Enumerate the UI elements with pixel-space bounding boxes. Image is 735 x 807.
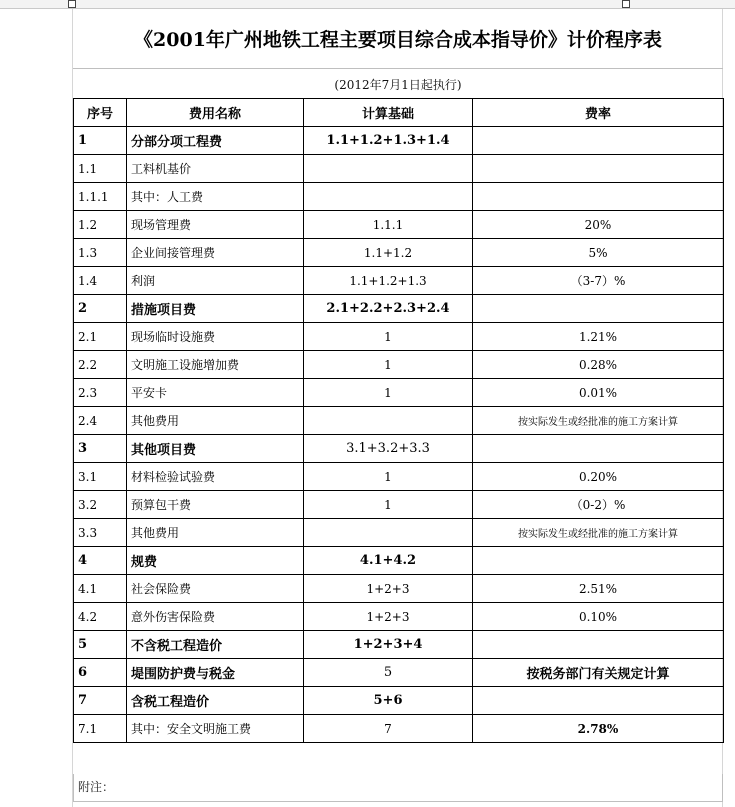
header-rate: 费率 <box>473 99 724 127</box>
cost-name-cell[interactable]: 其中：人工费 <box>127 183 304 211</box>
ruler-bar <box>0 0 735 9</box>
rate-cell[interactable]: 0.01% <box>473 379 724 407</box>
rate-cell[interactable]: 按实际发生或经批准的施工方案计算 <box>473 407 724 435</box>
notes-row[interactable] <box>73 774 723 802</box>
calc-basis-cell[interactable]: 1 <box>304 351 473 379</box>
calc-basis-cell[interactable]: 1 <box>304 379 473 407</box>
rate-cell[interactable]: 20% <box>473 211 724 239</box>
row-number-cell[interactable]: 2.2 <box>74 351 127 379</box>
table-body <box>74 127 724 743</box>
table-header-row <box>74 99 724 127</box>
rate-cell[interactable] <box>473 155 724 183</box>
rate-cell[interactable]: 2.78% <box>473 715 724 743</box>
rate-cell[interactable]: （3-7）% <box>473 267 724 295</box>
rate-cell[interactable]: 0.28% <box>473 351 724 379</box>
header-name: 费用名称 <box>127 99 304 127</box>
row-number-cell[interactable]: 2 <box>74 295 127 323</box>
cost-name-cell[interactable]: 社会保险费 <box>127 575 304 603</box>
row-number-cell[interactable]: 6 <box>74 659 127 687</box>
table-row <box>74 547 724 575</box>
table-row <box>74 351 724 379</box>
cost-name-cell[interactable]: 预算包干费 <box>127 491 304 519</box>
cost-name-cell[interactable]: 堤围防护费与税金 <box>127 659 304 687</box>
row-number-cell[interactable]: 5 <box>74 631 127 659</box>
cost-name-cell[interactable]: 不含税工程造价 <box>127 631 304 659</box>
row-number-cell[interactable]: 2.4 <box>74 407 127 435</box>
rate-cell[interactable]: 1.21% <box>473 323 724 351</box>
cost-name-cell[interactable]: 含税工程造价 <box>127 687 304 715</box>
row-number-cell[interactable]: 7 <box>74 687 127 715</box>
table-row <box>74 603 724 631</box>
calc-basis-cell[interactable]: 3.1+3.2+3.3 <box>304 435 473 463</box>
rate-cell[interactable]: 5% <box>473 239 724 267</box>
row-number-cell[interactable]: 2.1 <box>74 323 127 351</box>
rate-cell[interactable] <box>473 631 724 659</box>
cost-name-cell[interactable]: 现场管理费 <box>127 211 304 239</box>
calc-basis-cell[interactable]: 5+6 <box>304 687 473 715</box>
row-number-cell[interactable]: 3.3 <box>74 519 127 547</box>
calc-basis-cell[interactable]: 1 <box>304 463 473 491</box>
rate-cell[interactable] <box>473 687 724 715</box>
row-number-cell[interactable]: 1.1 <box>74 155 127 183</box>
calc-basis-cell[interactable] <box>304 155 473 183</box>
table-row <box>74 379 724 407</box>
calc-basis-cell[interactable]: 1.1.1 <box>304 211 473 239</box>
table-row <box>74 127 724 155</box>
table-row <box>74 183 724 211</box>
table-row <box>74 407 724 435</box>
calc-basis-cell[interactable]: 2.1+2.2+2.3+2.4 <box>304 295 473 323</box>
calc-basis-cell[interactable]: 1+2+3+4 <box>304 631 473 659</box>
cost-name-cell[interactable]: 其他项目费 <box>127 435 304 463</box>
calc-basis-cell[interactable]: 1.1+1.2+1.3+1.4 <box>304 127 473 155</box>
cost-name-cell[interactable]: 材料检验试验费 <box>127 463 304 491</box>
table-row <box>74 239 724 267</box>
row-number-cell[interactable]: 3.1 <box>74 463 127 491</box>
table-row <box>74 575 724 603</box>
calc-basis-cell[interactable] <box>304 519 473 547</box>
rate-cell[interactable] <box>473 547 724 575</box>
cost-name-cell[interactable]: 措施项目费 <box>127 295 304 323</box>
calc-basis-cell[interactable]: 4.1+4.2 <box>304 547 473 575</box>
document-subtitle: (2012年7月1日起执行) <box>334 77 462 92</box>
title-divider <box>73 68 723 69</box>
calc-basis-cell[interactable]: 7 <box>304 715 473 743</box>
table-row <box>74 155 724 183</box>
calc-basis-cell[interactable]: 1.1+1.2+1.3 <box>304 267 473 295</box>
cost-name-cell[interactable]: 企业间接管理费 <box>127 239 304 267</box>
calc-basis-cell[interactable]: 1+2+3 <box>304 603 473 631</box>
row-number-cell[interactable]: 1.4 <box>74 267 127 295</box>
row-number-cell[interactable]: 1.3 <box>74 239 127 267</box>
row-number-cell[interactable]: 1.1.1 <box>74 183 127 211</box>
rate-cell[interactable]: 按实际发生或经批准的施工方案计算 <box>473 519 724 547</box>
cost-name-cell[interactable]: 平安卡 <box>127 379 304 407</box>
cost-name-cell[interactable]: 意外伤害保险费 <box>127 603 304 631</box>
cost-name-cell[interactable]: 其他费用 <box>127 407 304 435</box>
row-number-cell[interactable]: 4.2 <box>74 603 127 631</box>
calc-basis-cell[interactable]: 1 <box>304 323 473 351</box>
cost-name-cell[interactable]: 规费 <box>127 547 304 575</box>
cost-name-cell[interactable]: 其中：安全文明施工费 <box>127 715 304 743</box>
row-number-cell[interactable]: 1.2 <box>74 211 127 239</box>
table-row <box>74 435 724 463</box>
row-number-cell[interactable]: 3.2 <box>74 491 127 519</box>
row-number-cell[interactable]: 7.1 <box>74 715 127 743</box>
table-row <box>74 631 724 659</box>
cost-name-cell[interactable]: 分部分项工程费 <box>127 127 304 155</box>
rate-cell[interactable]: （0-2）% <box>473 491 724 519</box>
table-row <box>74 519 724 547</box>
table-row <box>74 687 724 715</box>
table-row <box>74 295 724 323</box>
table-row <box>74 211 724 239</box>
header-no: 序号 <box>74 99 127 127</box>
rate-cell[interactable] <box>473 127 724 155</box>
rate-cell[interactable]: 0.10% <box>473 603 724 631</box>
right-indent-marker[interactable] <box>622 0 630 8</box>
cost-name-cell[interactable]: 文明施工设施增加费 <box>127 351 304 379</box>
calc-basis-cell[interactable]: 5 <box>304 659 473 687</box>
table-row <box>74 267 724 295</box>
table-row <box>74 715 724 743</box>
row-number-cell[interactable]: 4.1 <box>74 575 127 603</box>
document-title: 《2001年广州地铁工程主要项目综合成本指导价》计价程序表 <box>134 28 662 51</box>
row-number-cell[interactable]: 3 <box>74 435 127 463</box>
rate-cell[interactable] <box>473 435 724 463</box>
notes-label: 附注： <box>78 780 115 794</box>
pricing-procedure-table <box>73 98 724 743</box>
table-row <box>74 659 724 687</box>
table-row <box>74 463 724 491</box>
rate-cell[interactable] <box>473 295 724 323</box>
calc-basis-cell[interactable] <box>304 183 473 211</box>
rate-cell[interactable]: 按税务部门有关规定计算 <box>473 659 724 687</box>
cost-name-cell[interactable]: 现场临时设施费 <box>127 323 304 351</box>
row-number-cell[interactable]: 2.3 <box>74 379 127 407</box>
left-indent-marker[interactable] <box>68 0 76 8</box>
calc-basis-cell[interactable]: 1.1+1.2 <box>304 239 473 267</box>
cost-name-cell[interactable]: 利润 <box>127 267 304 295</box>
rate-cell[interactable]: 0.20% <box>473 463 724 491</box>
calc-basis-cell[interactable]: 1+2+3 <box>304 575 473 603</box>
table-row <box>74 491 724 519</box>
calc-basis-cell[interactable]: 1 <box>304 491 473 519</box>
calc-basis-cell[interactable] <box>304 407 473 435</box>
rate-cell[interactable] <box>473 183 724 211</box>
rate-cell[interactable]: 2.51% <box>473 575 724 603</box>
row-number-cell[interactable]: 4 <box>74 547 127 575</box>
header-basis: 计算基础 <box>304 99 473 127</box>
row-number-cell[interactable]: 1 <box>74 127 127 155</box>
cost-name-cell[interactable]: 工料机基价 <box>127 155 304 183</box>
cost-name-cell[interactable]: 其他费用 <box>127 519 304 547</box>
left-margin <box>0 9 73 807</box>
table-row <box>74 323 724 351</box>
